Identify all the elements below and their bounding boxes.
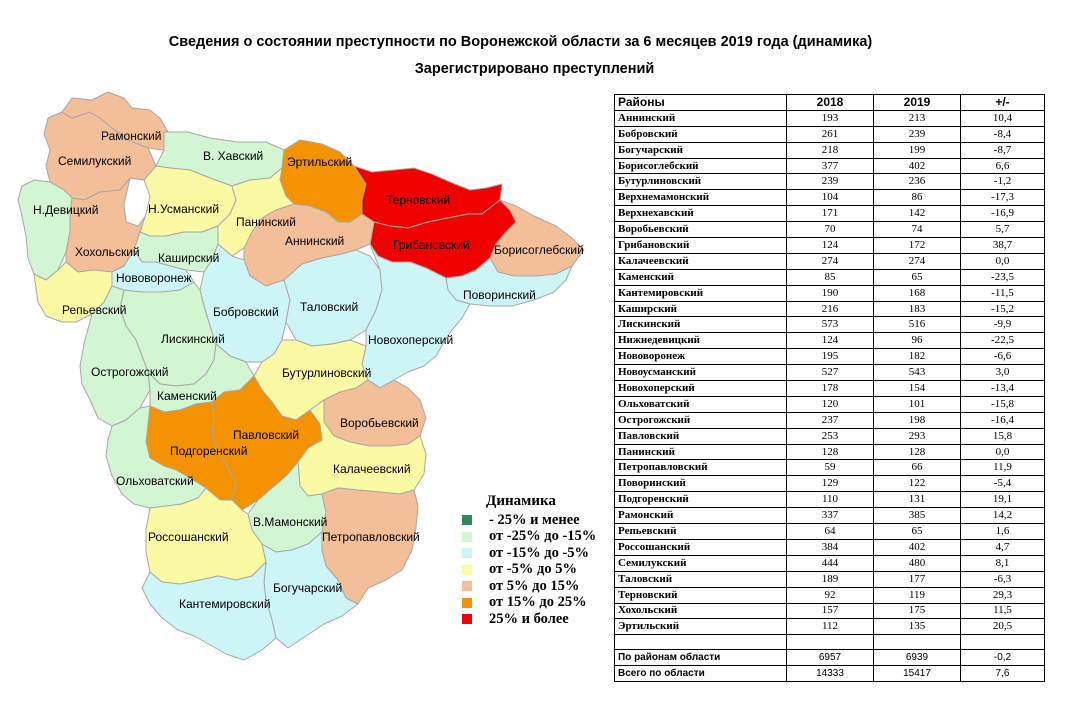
value-2018-cell: 237	[787, 412, 874, 428]
diff-cell: -9,9	[961, 317, 1045, 333]
table-row	[615, 396, 1045, 412]
legend-swatch	[462, 515, 472, 525]
district-name-cell: Каширский	[615, 301, 787, 317]
map-label-ramonsky: Рамонский	[101, 129, 162, 143]
value-2019-cell: 385	[874, 508, 961, 524]
value-2018-cell: 377	[787, 158, 874, 174]
empty-cell	[615, 635, 787, 650]
legend-label: от 5% до 15%	[489, 577, 580, 594]
value-2019-cell: 274	[874, 253, 961, 269]
district-name-cell: Бутурлиновский	[615, 174, 787, 190]
value-2019-cell: 213	[874, 110, 961, 126]
map-label-novovoronezh: Нововоронеж	[116, 271, 192, 285]
map-label-rossoshansky: Россошанский	[148, 530, 229, 544]
empty-cell	[787, 635, 874, 650]
table-row	[615, 142, 1045, 158]
value-2018-cell: 261	[787, 126, 874, 142]
page-title: Сведения о состоянии преступности по Воронежской области за 6 месяцев 2019 года (динамика)	[168, 34, 873, 50]
legend-label: от -5% до 5%	[489, 561, 577, 578]
value-2018-cell: 112	[787, 619, 874, 635]
district-name-cell: Кантемировский	[615, 285, 787, 301]
value-2019-cell: 119	[874, 587, 961, 603]
table-row	[615, 349, 1045, 365]
table-row	[615, 619, 1045, 635]
value-2018-cell: 337	[787, 508, 874, 524]
diff-cell: 14,2	[961, 508, 1045, 524]
value-2019-cell: 128	[874, 444, 961, 460]
map-legend	[462, 493, 596, 628]
value-2019-cell: 402	[874, 539, 961, 555]
value-2019-cell: 15417	[874, 666, 961, 682]
value-2018-cell: 64	[787, 524, 874, 540]
district-name-cell: Бобровский	[615, 126, 787, 142]
value-2018-cell: 193	[787, 110, 874, 126]
table-row	[615, 492, 1045, 508]
value-2018-cell: 124	[787, 333, 874, 349]
district-name-cell: Верхнемамонский	[615, 190, 787, 206]
value-2018-cell: 444	[787, 555, 874, 571]
diff-cell: -1,2	[961, 174, 1045, 190]
map-label-bobrovsky: Бобровский	[213, 305, 279, 319]
value-2019-cell: 66	[874, 460, 961, 476]
map-label-anninsky: Аннинский	[285, 234, 345, 248]
value-2019-cell: 516	[874, 317, 961, 333]
table-row	[615, 571, 1045, 587]
diff-cell: 15,8	[961, 428, 1045, 444]
value-2018-cell: 527	[787, 365, 874, 381]
value-2018-cell: 195	[787, 349, 874, 365]
legend-swatch	[462, 548, 472, 558]
district-name-cell: Воробьевский	[615, 222, 787, 238]
district-name-cell: Подгоренский	[615, 492, 787, 508]
map-label-kalacheevsky: Калачеевский	[333, 462, 411, 476]
table-row	[615, 190, 1045, 206]
col-header-2019: 2019	[874, 95, 961, 111]
diff-cell: 38,7	[961, 238, 1045, 254]
table-row	[615, 539, 1045, 555]
diff-cell: -8,7	[961, 142, 1045, 158]
table-row	[615, 174, 1045, 190]
value-2018-cell: 70	[787, 222, 874, 238]
value-2019-cell: 101	[874, 396, 961, 412]
map-label-podgorensky: Подгоренский	[170, 444, 248, 458]
district-name-cell: Новоусманский	[615, 365, 787, 381]
map-label-olkhovatsky: Ольховатский	[116, 474, 194, 488]
map-label-vmamonsky: В.Мамонский	[253, 515, 328, 529]
diff-cell: 4,7	[961, 539, 1045, 555]
value-2019-cell: 198	[874, 412, 961, 428]
legend-label: 25% и более	[489, 610, 569, 627]
map-label-kashirsky: Каширский	[158, 251, 220, 265]
table-row	[615, 238, 1045, 254]
diff-cell: -15,2	[961, 301, 1045, 317]
value-2018-cell: 218	[787, 142, 874, 158]
table-row	[615, 253, 1045, 269]
value-2019-cell: 154	[874, 381, 961, 397]
value-2018-cell: 190	[787, 285, 874, 301]
diff-cell: 11,5	[961, 603, 1045, 619]
table-row	[615, 650, 1045, 666]
table-row	[615, 428, 1045, 444]
table-header-row	[615, 95, 1045, 111]
diff-cell: 19,1	[961, 492, 1045, 508]
crime-stats-table	[614, 94, 1045, 682]
value-2019-cell: 142	[874, 206, 961, 222]
district-name-cell: Нововоронеж	[615, 349, 787, 365]
value-2018-cell: 253	[787, 428, 874, 444]
district-name-cell: Петропавловский	[615, 460, 787, 476]
diff-cell: -23,5	[961, 269, 1045, 285]
table-row	[615, 365, 1045, 381]
value-2018-cell: 157	[787, 603, 874, 619]
map-label-kamensky: Каменский	[157, 389, 217, 403]
diff-cell: 11,9	[961, 460, 1045, 476]
table-row	[615, 126, 1045, 142]
diff-cell: 1,6	[961, 524, 1045, 540]
district-name-cell: Семилукский	[615, 555, 787, 571]
diff-cell: -16,9	[961, 206, 1045, 222]
value-2018-cell: 573	[787, 317, 874, 333]
value-2019-cell: 175	[874, 603, 961, 619]
district-name-cell: Борисоглебский	[615, 158, 787, 174]
legend-item	[462, 611, 596, 628]
map-label-povorinsky: Поворинский	[463, 288, 536, 302]
diff-cell: 10,4	[961, 110, 1045, 126]
value-2018-cell: 124	[787, 238, 874, 254]
value-2019-cell: 96	[874, 333, 961, 349]
diff-cell: 0,0	[961, 253, 1045, 269]
map-label-repyevsky: Репьевский	[62, 303, 127, 317]
table-row	[615, 158, 1045, 174]
value-2018-cell: 178	[787, 381, 874, 397]
diff-cell: 0,0	[961, 444, 1045, 460]
legend-swatch	[462, 598, 472, 608]
district-name-cell: Павловский	[615, 428, 787, 444]
value-2018-cell: 216	[787, 301, 874, 317]
value-2019-cell: 6939	[874, 650, 961, 666]
value-2019-cell: 183	[874, 301, 961, 317]
table-row	[615, 444, 1045, 460]
map-label-ertilsky: Эртильский	[287, 155, 353, 169]
value-2018-cell: 274	[787, 253, 874, 269]
legend-label: - 25% и менее	[489, 511, 580, 528]
map-label-vhavsky: В. Хавский	[203, 149, 264, 163]
value-2018-cell: 384	[787, 539, 874, 555]
table-row	[615, 222, 1045, 238]
legend-label: от -25% до -15%	[489, 528, 597, 545]
legend-label: от -15% до -5%	[489, 544, 590, 561]
table-row	[615, 301, 1045, 317]
col-header-districts: Районы	[615, 95, 787, 111]
value-2018-cell: 171	[787, 206, 874, 222]
value-2019-cell: 543	[874, 365, 961, 381]
map-label-kantemirovsky: Кантемировский	[179, 597, 271, 611]
diff-cell: -6,6	[961, 349, 1045, 365]
value-2019-cell: 239	[874, 126, 961, 142]
map-label-ostrogozhsky: Острогожский	[91, 365, 169, 379]
diff-cell: -16,4	[961, 412, 1045, 428]
district-name-cell: Россошанский	[615, 539, 787, 555]
map-label-khokholsky: Хохольский	[75, 245, 140, 259]
value-2019-cell: 86	[874, 190, 961, 206]
district-name-cell: Аннинский	[615, 110, 787, 126]
value-2019-cell: 177	[874, 571, 961, 587]
col-header-diff: +/-	[961, 95, 1045, 111]
district-name-cell: Репьевский	[615, 524, 787, 540]
map-label-borisoglebsky: Борисоглебский	[494, 243, 584, 257]
map-label-ndevitsky: Н.Девицкий	[33, 203, 99, 217]
district-name-cell: По районам области	[615, 650, 787, 666]
district-name-cell: Лискинский	[615, 317, 787, 333]
value-2018-cell: 14333	[787, 666, 874, 682]
table-row	[615, 555, 1045, 571]
map-label-semiluksky: Семилукский	[58, 154, 132, 168]
legend-swatch	[462, 565, 472, 575]
value-2019-cell: 293	[874, 428, 961, 444]
legend-item	[462, 512, 596, 529]
diff-cell: 20,5	[961, 619, 1045, 635]
table-row	[615, 381, 1045, 397]
legend-label: от 15% до 25%	[489, 594, 587, 611]
diff-cell: -11,5	[961, 285, 1045, 301]
table-row	[615, 333, 1045, 349]
table-row	[615, 508, 1045, 524]
value-2019-cell: 199	[874, 142, 961, 158]
diff-cell: 7,6	[961, 666, 1045, 682]
district-name-cell: Верхнехавский	[615, 206, 787, 222]
map-label-talovsky: Таловский	[300, 300, 359, 314]
table-spacer-row	[615, 635, 1045, 650]
district-name-cell: Новохоперский	[615, 381, 787, 397]
diff-cell: -13,4	[961, 381, 1045, 397]
district-name-cell: Рамонский	[615, 508, 787, 524]
value-2018-cell: 129	[787, 476, 874, 492]
value-2019-cell: 131	[874, 492, 961, 508]
legend-swatch	[462, 581, 472, 591]
value-2019-cell: 480	[874, 555, 961, 571]
table-row	[615, 269, 1045, 285]
value-2019-cell: 168	[874, 285, 961, 301]
table-row	[615, 666, 1045, 682]
diff-cell: -15,8	[961, 396, 1045, 412]
table-row	[615, 285, 1045, 301]
district-name-cell: Панинский	[615, 444, 787, 460]
map-label-ternovsky: Терновский	[386, 193, 451, 207]
map-label-gribanovsky: Грибановский	[393, 238, 470, 252]
value-2018-cell: 104	[787, 190, 874, 206]
diff-cell: -5,4	[961, 476, 1045, 492]
table-row	[615, 206, 1045, 222]
district-name-cell: Каменский	[615, 269, 787, 285]
district-name-cell: Нижнедевицкий	[615, 333, 787, 349]
value-2019-cell: 402	[874, 158, 961, 174]
legend-swatch	[462, 532, 472, 542]
value-2019-cell: 65	[874, 524, 961, 540]
table-row	[615, 587, 1045, 603]
col-header-2018: 2018	[787, 95, 874, 111]
map-label-petropavlovsky: Петропавловский	[322, 530, 420, 544]
value-2018-cell: 120	[787, 396, 874, 412]
value-2019-cell: 65	[874, 269, 961, 285]
empty-cell	[961, 635, 1045, 650]
map-label-buturlinovsky: Бутурлиновский	[282, 366, 372, 380]
diff-cell: 3,0	[961, 365, 1045, 381]
map-label-vorobyevsky: Воробьевский	[340, 416, 419, 430]
value-2018-cell: 110	[787, 492, 874, 508]
district-name-cell: Богучарский	[615, 142, 787, 158]
value-2019-cell: 182	[874, 349, 961, 365]
value-2018-cell: 239	[787, 174, 874, 190]
value-2018-cell: 85	[787, 269, 874, 285]
legend-item	[462, 595, 596, 612]
diff-cell: -6,3	[961, 571, 1045, 587]
table-row	[615, 476, 1045, 492]
map-label-novokhopersky: Новохоперский	[368, 333, 454, 347]
value-2018-cell: 59	[787, 460, 874, 476]
legend-swatch	[462, 614, 472, 624]
district-name-cell: Таловский	[615, 571, 787, 587]
table-row	[615, 460, 1045, 476]
district-name-cell: Грибановский	[615, 238, 787, 254]
table-row	[615, 317, 1045, 333]
legend-item	[462, 545, 596, 562]
diff-cell: 6,6	[961, 158, 1045, 174]
value-2019-cell: 122	[874, 476, 961, 492]
table-row	[615, 603, 1045, 619]
district-name-cell: Калачеевский	[615, 253, 787, 269]
value-2019-cell: 135	[874, 619, 961, 635]
diff-cell: -17,3	[961, 190, 1045, 206]
district-name-cell: Ольховатский	[615, 396, 787, 412]
diff-cell: 5,7	[961, 222, 1045, 238]
value-2019-cell: 236	[874, 174, 961, 190]
diff-cell: 8,1	[961, 555, 1045, 571]
legend-item	[462, 562, 596, 579]
legend-title: Динамика	[486, 493, 556, 509]
district-name-cell: Всего по области	[615, 666, 787, 682]
map-label-paninsky: Панинский	[236, 215, 296, 229]
value-2019-cell: 74	[874, 222, 961, 238]
empty-cell	[874, 635, 961, 650]
district-name-cell: Эртильский	[615, 619, 787, 635]
legend-item	[462, 529, 596, 546]
value-2018-cell: 92	[787, 587, 874, 603]
diff-cell: -0,2	[961, 650, 1045, 666]
diff-cell: -22,5	[961, 333, 1045, 349]
value-2018-cell: 189	[787, 571, 874, 587]
map-label-pavlovsky: Павловский	[233, 428, 300, 442]
map-label-liskinsky: Лискинский	[161, 332, 225, 346]
map-label-boguchary: Богучарский	[273, 581, 343, 595]
table-row	[615, 110, 1045, 126]
district-name-cell: Поворинский	[615, 476, 787, 492]
value-2018-cell: 128	[787, 444, 874, 460]
table-row	[615, 412, 1045, 428]
value-2019-cell: 172	[874, 238, 961, 254]
district-name-cell: Острогожский	[615, 412, 787, 428]
page-subtitle: Зарегистрировано преступлений	[414, 61, 655, 77]
value-2018-cell: 6957	[787, 650, 874, 666]
diff-cell: 29,3	[961, 587, 1045, 603]
district-name-cell: Терновский	[615, 587, 787, 603]
diff-cell: -8,4	[961, 126, 1045, 142]
legend-item	[462, 578, 596, 595]
district-name-cell: Хохольский	[615, 603, 787, 619]
map-label-nusmansky: Н.Усманский	[148, 202, 220, 216]
table-row	[615, 524, 1045, 540]
